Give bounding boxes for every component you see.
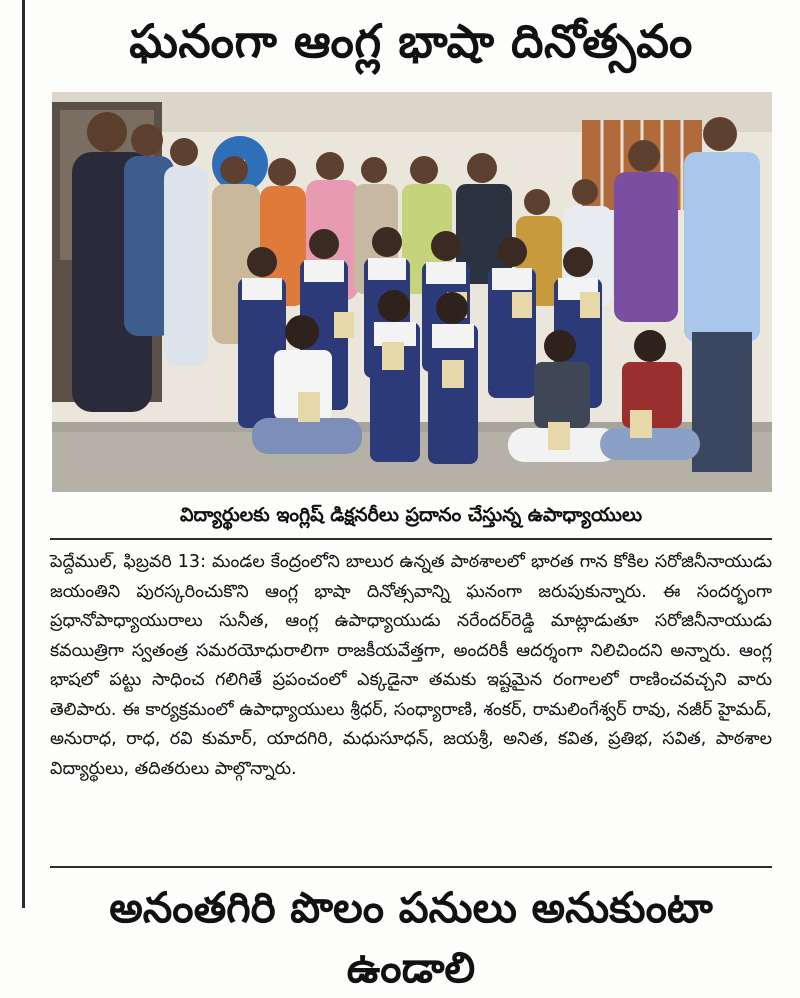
article-headline: ఘనంగా ఆంగ్ల భాషా దినోత్సవం	[129, 14, 693, 68]
group-photo-illustration	[52, 92, 772, 492]
article-body: పెద్దేముల్, ఫిబ్రవరి 13: మండల కేంద్రంలోని బాలుర ఉన్నత పాఠశాలలో భారత గాన కోకిల సరోజినీనాయుడు జయంతిని పురస్కరించుకొని ఆంగ్ల భాషా దినోత్సవాన్ని ఘనంగా జరుపుకున్నారు. ఈ సందర్భంగా ప్రధానోపాధ్యాయురాలు సునీత, ఆంగ్ల ఉపాధ్యాయుడు నరేందర్‌రెడ్డి మాట్లాడుతూ సరోజినీనాయుడు కవయిత్రిగా స్వతంత్ర సమరయోధురాలిగా రాజకీయవేత్తగా, అందరికీ ఆదర్శంగా నిలిచిందని అన్నారు. ఆంగ్ల భాషలో పట్టు సాధించ గలిగితే ప్రపంచంలో ఎక్కడైనా తమకు ఇష్టమైన రంగాలలో రాణించవచ్చని వారు తెలిపారు. ఈ కార్యక్రమంలో ఉపాధ్యాయులు శ్రీధర్, సంధ్యారాణి, శంకర్, రామలింగేశ్వర్ రావు, నజీర్ హైమద్, అనురాధ, రాధ, రవి కుమార్, యాదగిరి, మధుసూధన్, జయశ్రీ, అనిత, కవిత, ప్రతిభ, సవిత, పాఠశాల విద్యార్థులు, తదితరులు పాల్గొన్నారు.	[50, 552, 772, 779]
next-article-headline: అనంతగిరి పొలం పనులు అనుకుంటా ఉండాలి	[109, 883, 713, 992]
article-photo	[52, 92, 772, 492]
photo-caption: విద్యార్థులకు ఇంగ్లిష్ డిక్షనరీలు ప్రదానం చేస్తున్న ఉపాధ్యాయులు	[179, 504, 643, 526]
news-article	[50, 0, 772, 992]
caption-divider	[50, 538, 772, 540]
column-rule	[22, 0, 25, 908]
article-divider	[50, 866, 772, 868]
